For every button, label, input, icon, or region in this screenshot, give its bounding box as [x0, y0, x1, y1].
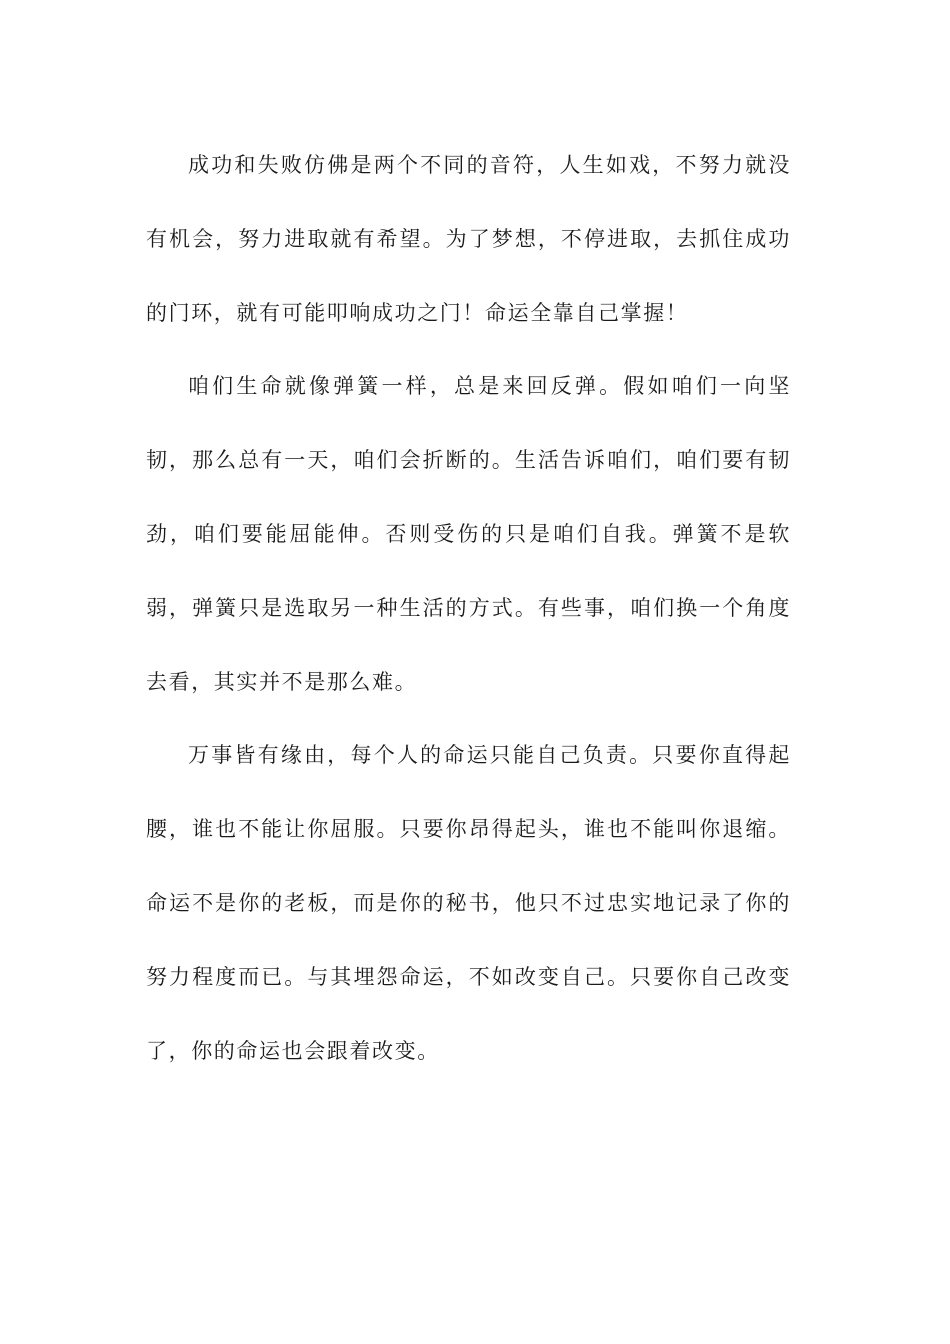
paragraph-2: 咱们生命就像弹簧一样，总是来回反弹。假如咱们一向坚韧，那么总有一天，咱们会折断的。生活告诉咱们，咱们要有韧劲，咱们要能屈能伸。否则受伤的只是咱们自我。弹簧不是软弱，弹簧只是选取另一种生活的方式。有些事，咱们换一个角度去看，其实并不是那么难。	[146, 374, 791, 694]
paragraph-1: 成功和失败仿佛是两个不同的音符，人生如戏，不努力就没有机会，努力进取就有希望。为了梦想，不停进取，去抓住成功的门环，就有可能叩响成功之门！命运全靠自己掌握！	[146, 153, 791, 325]
document-body	[146, 129, 791, 1088]
paragraph-3: 万事皆有缘由，每个人的命运只能自己负责。只要你直得起腰，谁也不能让你屈服。只要你昂得起头，谁也不能叫你退缩。命运不是你的老板，而是你的秘书，他只不过忠实地记录了你的努力程度而已。与其埋怨命运，不如改变自己。只要你自己改变了，你的命运也会跟着改变。	[146, 743, 791, 1063]
